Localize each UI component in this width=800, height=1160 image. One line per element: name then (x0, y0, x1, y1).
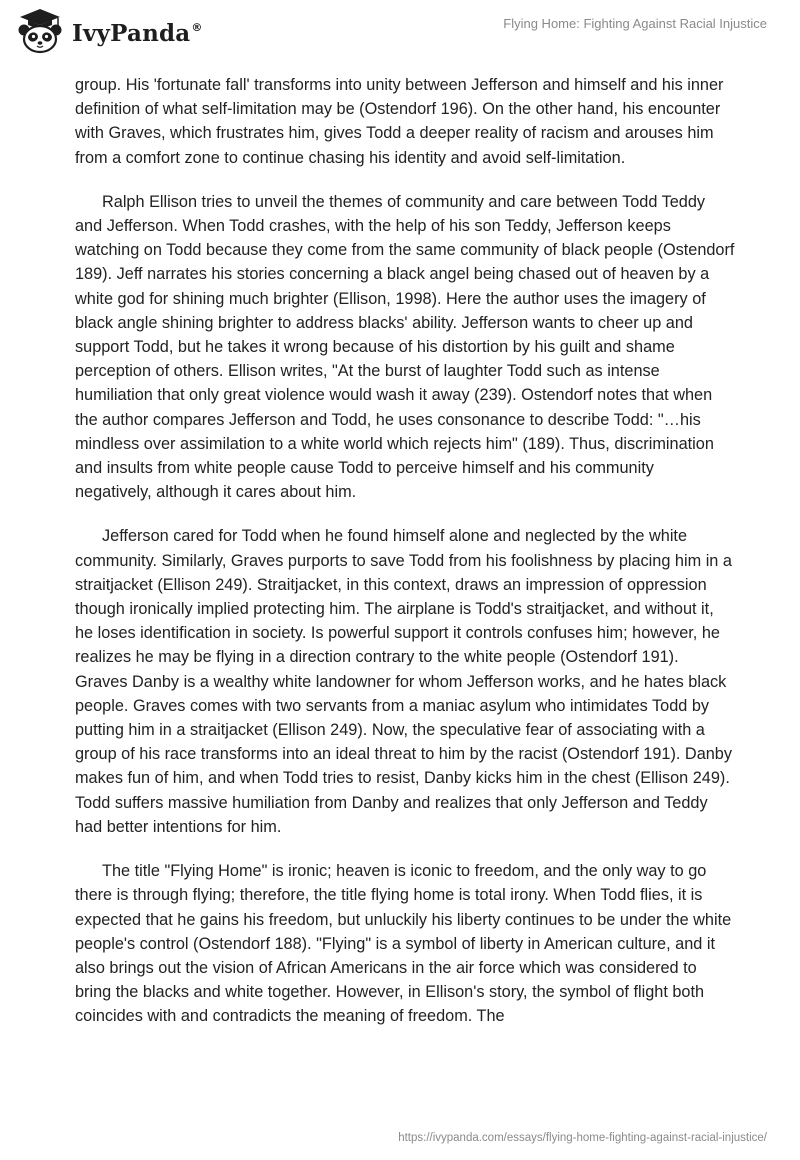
paragraph-2: Ralph Ellison tries to unveil the themes of community and care between Todd Teddy and Jefferson. When Todd crashes, with the help of his son Teddy, Jefferson keeps watching on Todd because they come from the same community of black people (Ostendorf 189). Jeff narrates his stories concerning a black angel being chased out of heaven by a white god for shining much brighter (Ellison, 1998). Here the author uses the imagery of black angle shining brighter to address blacks' ability. Jefferson wants to cheer up and support Todd, but he takes it wrong because of his distortion by his guilt and shame perception of others. Ellison writes, "At the burst of laughter Todd such as intense humiliation that only great violence would wash it away (239). Ostendorf notes that when the author compares Jefferson and Todd, he uses consonance to describe Todd: "…his mindless over assimilation to a white world which rejects him" (189). Thus, discrimination and insults from white people cause Todd to perceive himself and his community negatively, although it cares about him. (75, 192, 735, 502)
essay-body (75, 73, 735, 1049)
logo-text: IvyPanda (72, 19, 191, 47)
page-header (0, 0, 800, 70)
paragraph-1: group. His 'fortunate fall' transforms into unity between Jefferson and himself and his inner definition of what self-limitation may be (Ostendorf 196). On the other hand, his encounter with Graves, which frustrates him, gives Todd a deeper reality of racism and arouses him from a comfort zone to continue chasing his identity and avoid self-limitation. (75, 76, 724, 167)
ivypanda-logo[interactable] (14, 8, 203, 54)
paragraph-4: The title "Flying Home" is ironic; heaven is iconic to freedom, and the only way to go there is through flying; therefore, the title flying home is total irony. When Todd flies, it is expected that he gains his freedom, but unluckily his liberty continues to be under the white people's control (Ostendorf 188). "Flying" is a symbol of liberty in American culture, and it also brings out the vision of African Americans in the air force which was considered to bring the blacks and white together. However, in Ellison's story, the symbol of flight both coincides with and contradicts the meaning of freedom. The (75, 862, 732, 1026)
registered-mark: ® (191, 20, 203, 34)
panda-graduate-icon (14, 8, 66, 54)
paragraph-3: Jefferson cared for Todd when he found himself alone and neglected by the white community. Similarly, Graves purports to save Todd from his foolishness by placing him in a straitjacket (Ellison 249). Straitjacket, in this context, draws an impression of oppression though ironically implied protecting him. The airplane is Todd's straitjacket, and without it, he loses identification in society. Is powerful support it controls confuses him; however, he realizes he may be flying in a direction contrary to the white people (Ostendorf 191). Graves Danby is a wealthy white landowner for whom Jefferson works, and he hates black people. Graves comes with two servants from a maniac asylum who intimidates Todd by putting him in a straitjacket (Ellison 249). Now, the speculative fear of associating with a group of his race transforms into an ideal threat to him by the racist (Ostendorf 191). Danby makes fun of him, and when Todd tries to resist, Danby kicks him in the chest (Ellison 249). Todd suffers massive humiliation from Danby and realizes that only Jefferson and Teddy had better intentions for him. (75, 527, 732, 836)
logo-wordmark (72, 20, 203, 47)
document-title: Flying Home: Fighting Against Racial Injustice (503, 16, 767, 31)
source-url[interactable]: https://ivypanda.com/essays/flying-home-fighting-against-racial-injustice/ (398, 1132, 767, 1144)
